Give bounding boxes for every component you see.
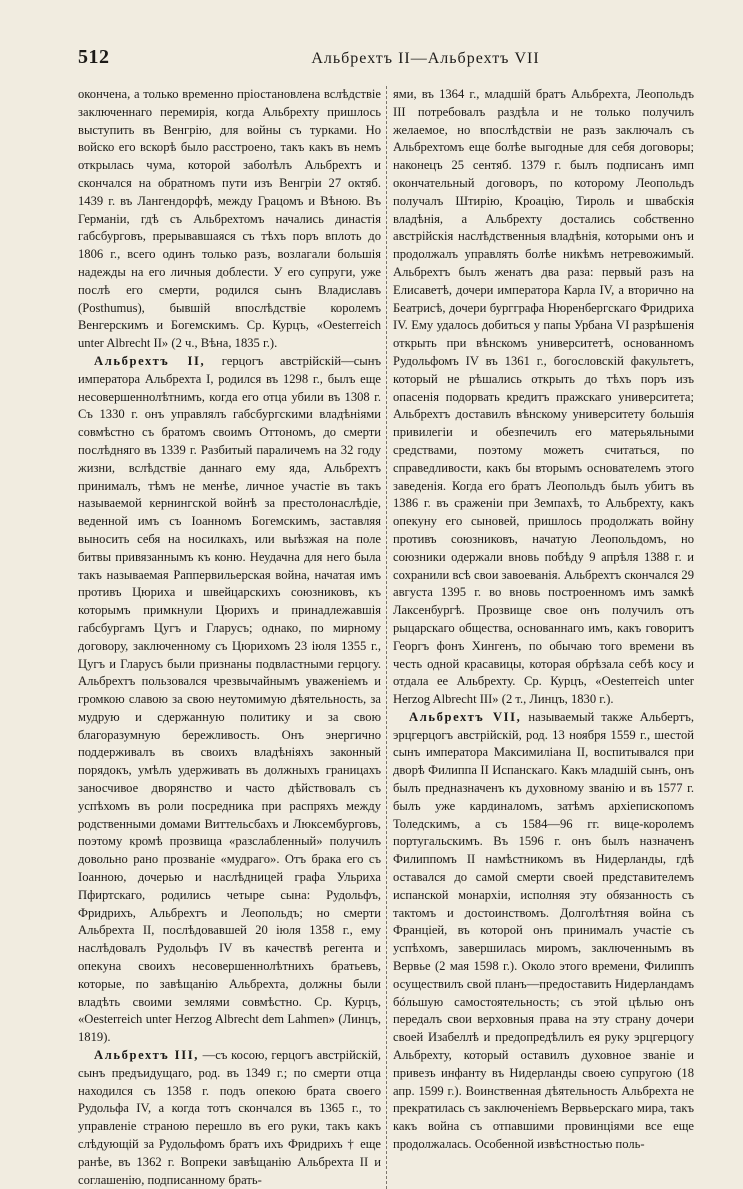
article-paragraph	[78, 353, 381, 1047]
text-columns	[78, 86, 713, 1189]
article-text: называемый также Альбертъ, эрцгерцогъ австрійскій, род. 13 ноября 1559 г., шестой сынъ императора Максимиліана II, воспитывался при дворѣ Филиппа II Испанскаго. Какъ младшій сынъ, онъ былъ предназначенъ къ духовному званію и въ 1577 г. былъ уже кардиналомъ, затѣмъ архіепископомъ Толедскимъ, а съ 1584—96 гг. вице-королемъ португальскимъ. Въ 1596 г. онъ былъ назначенъ Филиппомъ II намѣстникомъ въ Нидерланды, гдѣ оставался до самой смерти своей представителемъ испанской монархіи, исполняя эту обязанность съ тактомъ и достоинствомъ. Долголѣтняя война съ Франціей, въ которой онъ принималъ участіе съ успѣхомъ, завершилась миромъ, заключеннымъ въ Вервье (2 мая 1598 г.). Около этого времени, Филиппъ осуществилъ свой планъ—предоставить Нидерландамъ бóльшую самостоятельность; съ этой цѣлью онъ передалъ свои верховныя права на эту страну дочери своей Изабеллѣ и предопредѣлилъ ея руку эрцгерцогу Альбрехту, который оставилъ духовное званіе и привезъ инфанту въ Нидерланды своею супругою (18 апр. 1599 г.). Воинственная дѣятельность Альбрехта не прекратилась съ заключеніемъ Вервьерскаго мира, такъ какъ война съ отпавшими провинціями все еще продолжалась. Особенной извѣстностью поль-	[393, 709, 694, 1152]
page-number: 512	[78, 46, 110, 68]
left-column	[78, 86, 386, 1189]
article-paragraph	[393, 86, 694, 709]
article-text: —съ косою, герцогъ австрійскій, сынъ предъидущаго, род. въ 1349 г.; по смерти отца находился съ 1358 г. подъ опекою брата своего Рудольфа IV, а когда тотъ скончался въ 1365 г., то управленіе страною перешло въ его руки, такъ какъ слѣдующій за Рудольфомъ братъ ихъ Фридрихъ † еще ранѣе, въ 1362 г. Вопреки завѣщанію Альбрехта II и соглашенію, подписанному брать-	[78, 1048, 381, 1187]
article-text: окончена, а только временно пріостановлена вслѣдствіе заключеннаго перемирія, когда Альбрехту пришлось выступить въ Венгрію, для войны съ турками. Но войско его вскорѣ было расстроено, такъ какъ въ немъ открылась чума, которой заболѣлъ Альбрехтъ и скончался на обратномъ пути изъ Венгріи 27 октяб. 1439 г. въ Лангендорфѣ, между Грацомъ и Вѣною. Въ Германіи, гдѣ съ Альбрехтомъ начались династія габсбурговъ, прерывавшаяся съ тѣхъ поръ вплоть до 1806 г., всего одинъ только разъ, возлагали большія надежды на его личныя доблести. У его супруги, уже послѣ его смерти, родился сынъ Владиславъ (Posthumus), бывшій впослѣдствіе королемъ Венгерскимъ и Богемскимъ. Ср. Курцъ, «Oesterreich unter Albrecht II» (2 ч., Вѣна, 1835 г.).	[78, 87, 381, 351]
article-paragraph	[393, 709, 694, 1154]
article-paragraph	[78, 1047, 381, 1189]
article-paragraph	[78, 86, 381, 353]
entry-headword: Альбрехтъ III,	[94, 1048, 199, 1063]
entry-headword: Альбрехтъ II,	[94, 353, 206, 368]
article-text: ями, въ 1364 г., младшій братъ Альбрехта, Леопольдъ III потребовалъ раздѣла и не только получилъ желаемое, но впослѣдствіи не разъ заключалъ съ Альбрехтомъ еще болѣе выгодные для себя договоры; наконецъ 25 сентяб. 1379 г. былъ подписанъ имп окончательный договоръ, по которому Леопольдъ получалъ Штирію, Кроацію, Тироль и швабскія владѣнія, а Альбрехту достались собственно австрійскія наслѣдственныя владѣнія, которыми онъ и продолжалъ управлять болѣе никѣмъ нетревожимый. Альбрехтъ былъ женатъ два раза: первый разъ на Елисаветѣ, дочери императора Карла IV, а вторично на Беатрисѣ, дочери бургграфа Нюренбергскаго Фридриха IV. Ему удалось добиться у папы Урбана VI разрѣшенія открыть при вѣнскомъ университетѣ, основанномъ Рудольфомъ IV въ 1361 г., богословскій факультетъ, который не рѣшались открыть до тѣхъ поръ изъ опасенія подорвать кредитъ пражскаго университета; Альбрехтъ доставилъ вѣнскому университету большія привилегіи и обезпечилъ его матерьяльными средствами, поэтому можетъ считаться, по справедливости, какъ бы вторымъ основателемъ этого заведенія. Когда его братъ Леопольдъ былъ убитъ въ 1386 г. въ сраженіи при Земпахѣ, то Альбрехту, какъ опекуну его сыновей, пришлось продолжать войну противъ союзниковъ, начатую Леопольдомъ, но союзники одержали вновь побѣду 9 апрѣля 1388 г. и сохранили всѣ свои завоеванія. Альбрехтъ скончался 29 августа 1395 г. во вновь построенномъ имъ замкѣ Лаксенбургѣ. Прозвище свое онъ получилъ отъ рыцарскаго общества, основаннаго имъ, какъ говоритъ Георгъ фонъ Хингенъ, по обычаю того времени въ честь одной красавицы, которая обрѣзала себѣ косу и отдала ее Альбрехту. Ср. Курцъ, «Oesterreich unter Herzog Albrecht III» (2 т., Линцъ, 1830 г.).	[393, 87, 694, 707]
article-text: герцогъ австрійскій—сынъ императора Альбрехта I, родился въ 1298 г., былъ еще несовершеннолѣтнимъ, когда его отца убили въ 1308 г. Съ 1330 г. онъ управлялъ габсбургскими владѣніями совмѣстно съ братомъ своимъ Оттономъ, до смерти послѣдняго въ 1339 г. Разбитый параличемъ на 32 году жизни, вслѣдствіе даннаго ему яда, Альбрехтъ принималъ, тѣмъ не менѣе, личное участіе въ такъ называемой кернингской войнѣ за престолонаслѣдіе, веденной имъ съ Іоанномъ Богемскимъ, заставляя выносить себя на носилкахъ, или выѣзжая на поле битвы привязаннымъ къ коню. Неудачна для него была такъ называемая Раппервильерская война, начатая имъ противъ Цюриха и швейцарскихъ союзниковъ, къ которымъ примкнули Цюрихъ и принадлежавшія габсбургамъ Цугъ и Гларусъ; однако, по мирному договору, заключенному съ Цюрихомъ 23 іюля 1355 г., Цугъ и Гларусъ были признаны подвластными герцогу. Альбрехтъ пользовался чрезвычайнымъ уваженіемъ и громкою славою за свою неутомимую дѣятельность, за мудрую и сдержанную политику и за свою благоразумную бережливость. Онъ энергично поддерживалъ въ своихъ владѣніяхъ законный порядокъ, умѣлъ удерживать въ должныхъ границахъ заносчивое дворянство и часто дѣйствовалъ съ успѣхомъ въ роли посредника при распряхъ между родственными домами Виттельсбахъ и Люксембурговъ, поэтому кромѣ прозвища «разслабленный» получилъ довольно рано прозваніе «мудрагo». Отъ брака его съ Іоанною, дочерью и наслѣдницей графа Ульриха Пфиртскаго, родились четыре сына: Рудольфъ, Фридрихъ, Альбрехтъ и Леопольдъ; но смерти Альбрехта II, послѣдовавшей 20 іюля 1358 г., ему наслѣдовалъ Рудольфъ IV въ качествѣ регента и опекуна своихъ несовершеннолѣтнихъ братьевъ, которые, по завѣщанію Альбрехта, должны были владѣть своими землями совмѣстно. Ср. Курцъ, «Oesterreich unter Herzog Albrecht dem Lahmen» (Линцъ, 1819).	[78, 353, 381, 1045]
entry-headword: Альбрехтъ VII,	[409, 709, 522, 724]
right-column	[386, 86, 694, 1189]
page-header	[78, 46, 713, 76]
running-head: Альбрехтъ II—Альбрехтъ VII	[311, 50, 540, 67]
